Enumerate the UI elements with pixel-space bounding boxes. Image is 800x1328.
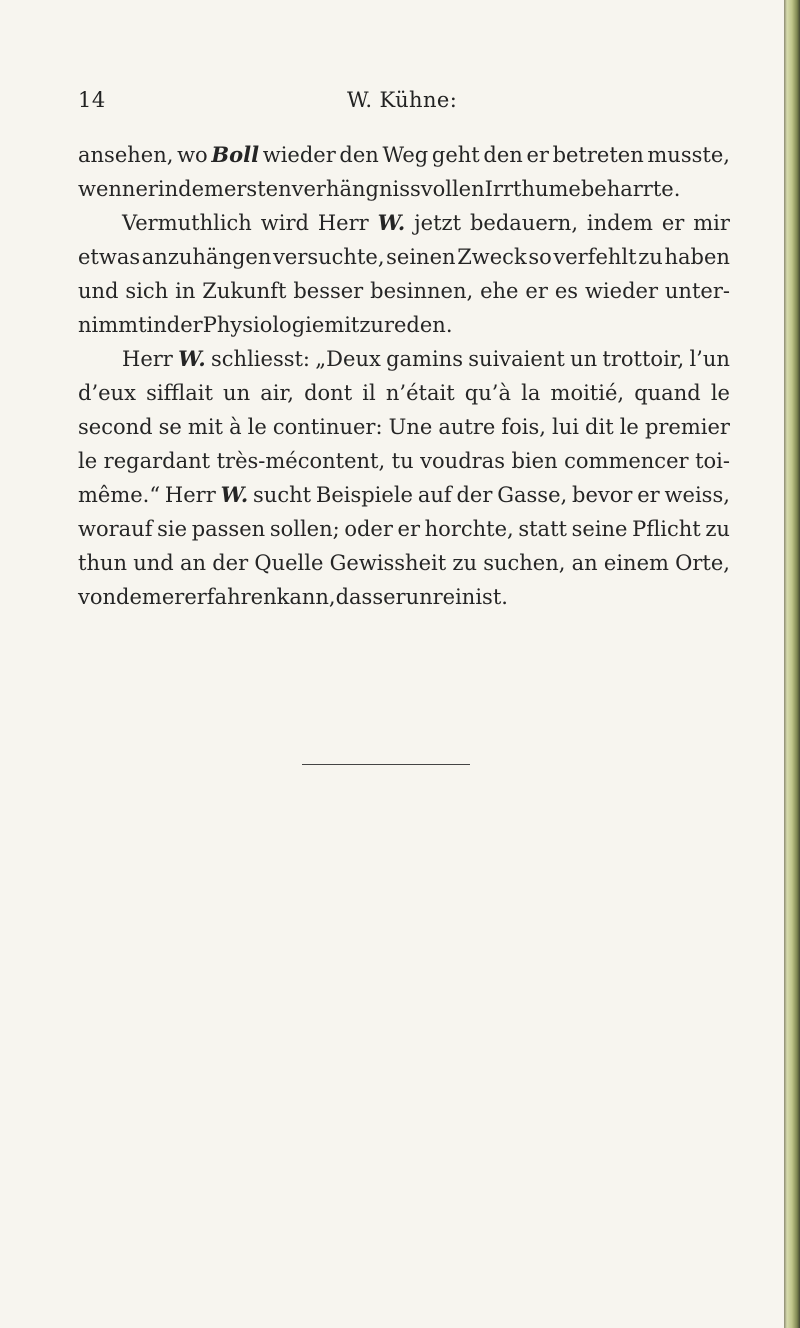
word: indem	[586, 211, 653, 235]
word: sollen;	[269, 517, 340, 541]
word: wieder	[262, 143, 336, 167]
word: il	[362, 381, 376, 405]
word: bedauern,	[469, 211, 578, 235]
text-line	[78, 546, 730, 580]
word: auf	[417, 483, 452, 507]
text-line	[78, 410, 730, 444]
word: horchte,	[424, 517, 514, 541]
word: er	[397, 517, 421, 541]
word: Orte,	[675, 551, 730, 575]
word: und	[78, 279, 119, 303]
word: fois,	[501, 415, 546, 439]
word: dit	[585, 415, 614, 439]
word: bien	[511, 449, 558, 473]
word: er	[161, 585, 185, 609]
word: worauf	[78, 517, 153, 541]
word: „Deux	[315, 347, 381, 371]
word: se	[158, 415, 182, 439]
word: wieder	[584, 279, 658, 303]
word: in	[175, 279, 196, 303]
word: Gasse,	[497, 483, 568, 507]
word: wenn	[78, 177, 136, 201]
word: betreten	[552, 143, 644, 167]
word: commencer	[564, 449, 689, 473]
word: d’eux	[78, 381, 136, 405]
word: versuchte,	[273, 245, 385, 269]
word: er	[661, 211, 685, 235]
word: Boll	[211, 142, 260, 167]
word: und	[133, 551, 174, 575]
text-line	[78, 512, 730, 546]
word: beharrte.	[580, 177, 681, 201]
word: verhängnissvollen	[291, 177, 485, 201]
word: den	[339, 143, 379, 167]
word: besser	[293, 279, 364, 303]
word: Gewissheit	[329, 551, 447, 575]
word: er	[135, 177, 158, 201]
word: Zweck	[457, 245, 527, 269]
word: haben	[664, 245, 730, 269]
word: moitié,	[550, 381, 625, 405]
word: einem	[603, 551, 669, 575]
word: Herr	[164, 483, 216, 507]
word: seine	[571, 517, 628, 541]
word: Zukunft	[202, 279, 287, 303]
word: premier	[644, 415, 730, 439]
word: anzuhängen	[141, 245, 272, 269]
word: ansehen,	[78, 143, 174, 167]
word: erfahren	[184, 585, 277, 609]
word: so	[528, 245, 552, 269]
word: wird	[260, 211, 309, 235]
word: dass	[335, 585, 384, 609]
word: er	[526, 143, 549, 167]
word: von	[78, 585, 117, 609]
word: sucht	[253, 483, 312, 507]
word: ehe	[480, 279, 519, 303]
word: es	[554, 279, 579, 303]
word: besinnen,	[370, 279, 474, 303]
word: Herr	[317, 211, 369, 235]
text-line	[78, 240, 730, 274]
text-line	[78, 274, 730, 308]
text-line	[78, 308, 730, 342]
text-line	[78, 444, 730, 478]
word: Herr	[122, 347, 173, 371]
word: verfehlt	[553, 245, 637, 269]
word: an	[179, 551, 206, 575]
word: Irrthume	[484, 177, 581, 201]
word: schliesst:	[211, 347, 311, 371]
word: der	[456, 483, 493, 507]
text-line	[78, 376, 730, 410]
word: oder	[344, 517, 393, 541]
page-number: 14	[78, 88, 106, 112]
word: in	[157, 177, 179, 201]
word: zu	[638, 245, 663, 269]
word: un	[223, 381, 251, 405]
word: n’était	[385, 381, 455, 405]
word: in	[146, 313, 167, 337]
word: à	[229, 415, 242, 439]
word: sifflait	[146, 381, 213, 405]
text-line	[78, 172, 730, 206]
word: le	[247, 415, 267, 439]
word: bevor	[572, 483, 633, 507]
word: Vermuthlich	[122, 211, 252, 235]
word: suchen,	[483, 551, 566, 575]
word: ersten	[223, 177, 292, 201]
word: W.	[220, 482, 249, 507]
word: l’un	[689, 347, 730, 371]
word: Weg	[382, 143, 429, 167]
word: unrein	[405, 585, 476, 609]
word: Quelle	[254, 551, 324, 575]
word: W.	[377, 210, 406, 235]
word: weiss,	[664, 483, 730, 507]
running-title: W. Kühne:	[347, 88, 458, 112]
word: regardant	[103, 449, 211, 473]
word: passen	[191, 517, 266, 541]
word: toi-	[695, 449, 730, 473]
word: le	[619, 415, 639, 439]
word: er	[383, 585, 406, 609]
word: wo	[177, 143, 208, 167]
word: Beispiele	[315, 483, 413, 507]
word: tu	[391, 449, 414, 473]
word: unter-	[664, 279, 730, 303]
word: Pflicht	[632, 517, 701, 541]
word: Physiologie	[202, 313, 325, 337]
word: continuer:	[272, 415, 383, 439]
word: dem	[116, 585, 162, 609]
word: sie	[157, 517, 188, 541]
word: second	[78, 415, 153, 439]
word: thun	[78, 551, 128, 575]
page-edge	[784, 0, 800, 1328]
word: même.“	[78, 483, 161, 507]
word: très-mécontent,	[216, 449, 386, 473]
word: der	[212, 551, 249, 575]
word: qu’à	[464, 381, 511, 405]
word: mir	[693, 211, 730, 235]
word: an	[571, 551, 598, 575]
word: air,	[260, 381, 294, 405]
text-line	[78, 478, 730, 512]
word: er	[637, 483, 660, 507]
word: zu	[452, 551, 477, 575]
running-head	[78, 88, 728, 120]
word: suivaient	[468, 347, 565, 371]
word: statt	[518, 517, 567, 541]
word: dem	[178, 177, 224, 201]
word: un	[570, 347, 598, 371]
word: trottoir,	[602, 347, 685, 371]
word: zu	[705, 517, 730, 541]
word: den	[483, 143, 523, 167]
word: quand	[634, 381, 701, 405]
word: er	[525, 279, 548, 303]
word: musste,	[647, 143, 730, 167]
word: sich	[125, 279, 169, 303]
word: geht	[431, 143, 480, 167]
text-line	[122, 206, 730, 240]
word: mit	[187, 415, 223, 439]
word: kann,	[276, 585, 336, 609]
word: le	[710, 381, 730, 405]
word: le	[78, 449, 98, 473]
word: jetzt	[414, 211, 462, 235]
word: gamins	[386, 347, 463, 371]
word: nimmt	[78, 313, 147, 337]
text-line	[122, 342, 730, 376]
word: voudras	[420, 449, 505, 473]
word: autre	[438, 415, 496, 439]
word: etwas	[78, 245, 141, 269]
text-line	[78, 580, 730, 614]
word: Une	[388, 415, 433, 439]
word: ist.	[475, 585, 508, 609]
body-text	[78, 138, 730, 614]
word: der	[166, 313, 203, 337]
word: seinen	[386, 245, 456, 269]
word: dont	[304, 381, 353, 405]
word: lui	[552, 415, 579, 439]
word: la	[521, 381, 541, 405]
word: W.	[178, 346, 206, 371]
word: mitzureden.	[324, 313, 453, 337]
section-rule	[302, 764, 470, 765]
text-line	[78, 138, 730, 172]
